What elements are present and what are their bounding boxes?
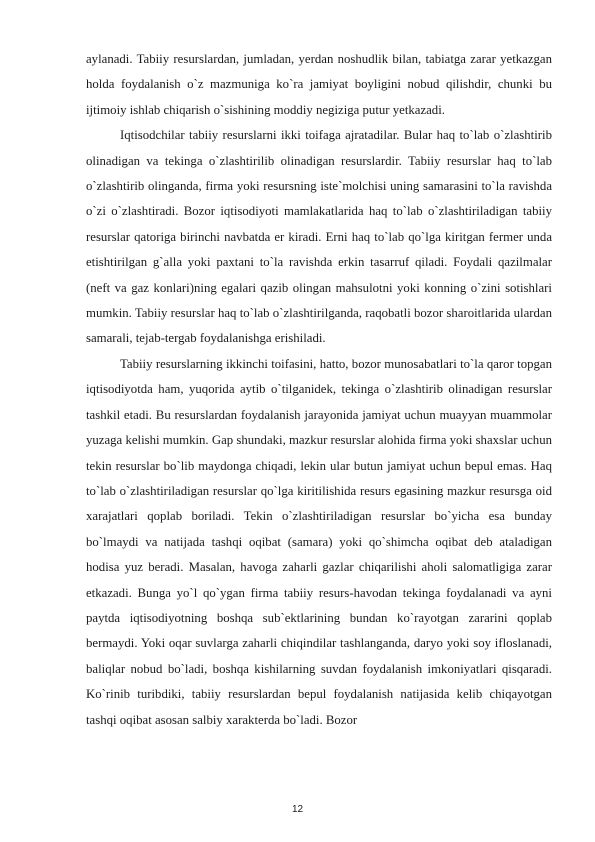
paragraph-continuation: aylanadi. Tabiiy resurslardan, jumladan, yerdan noshudlik bilan, tabiatga zarar yetkazgan holda foydalanish o`z mazmuniga ko`ra jamiyat boyligini nobud qilishdir, chunki bu ijtimoiy ishlab chiqarish o`sishining moddiy negiziga putur yetkazadi. — [86, 52, 552, 117]
page-number: 12 — [291, 804, 304, 815]
paragraph-free-resources: Tabiiy resurslarning ikkinchi toifasini, hatto, bozor munosabatlari to`la qaror topgan iqtisodiyotda ham, yuqorida aytib o`tilganidek, tekinga o`zlashtirib olinadigan resurslar tashkil etadi. Bu resurslardan foydalanish jarayonida jamiyat uchun muayyan muammolar yuzaga kelishi mumkin. Gap shundaki, mazkur resurslar alohida firma yoki shaxslar uchun tekin resurslar bo`lib maydonga chiqadi, lekin ular butun jamiyat uchun bepul emas. Haq to`lab o`zlashtiriladigan resurslar qo`lga kiritilishida resurs egasining mazkur resursga oid xarajatlari qoplab boriladi. Tekin o`zlashtiriladigan resurslar bo`yicha esa bunday bo`lmaydi va natijada tashqi oqibat (samara) yoki qo`shimcha oqibat deb ataladigan hodisa yuz beradi. Masalan, havoga zaharli gazlar chiqarilishi aholi salomatligiga zarar etkazadi. Bunga yo`l qo`ygan firma tabiiy resurs-havodan tekinga foydalanadi va ayni paytda iqtisodiyotning boshqa sub`ektlarining bundan ko`rayotgan zararini qoplab bermaydi. Yoki oqar suvlarga zaharli chiqindilar tashlanganda, daryo yoki soy ifloslanadi, baliqlar nobud bo`ladi, boshqa kishilarning suvdan foydalanish imkoniyatlari qisqaradi. Ko`rinib turibdiki, tabiiy resurslardan bepul foydalanish natijasida kelib chiqayotgan tashqi oqibat asosan salbiy xarakterda bo`ladi. Bozor — [86, 356, 552, 727]
document-body — [86, 47, 552, 733]
paragraph-resource-categories: Iqtisodchilar tabiiy resurslarni ikki toifaga ajratadilar. Bular haq to`lab o`zlashtirib olinadigan va tekinga o`zlashtirilib olinadigan resurslardir. Tabiiy resurslar haq to`lab o`zlashtirib olinganda, firma yoki resursning iste`molchisi uning samarasini to`la ravishda o`zi o`zlashtiradi. Bozor iqtisodiyoti mamlakatlarida haq to`lab o`zlashtiriladigan tabiiy resurslar qatoriga birinchi navbatda er kiradi. Erni haq to`lab qo`lga kiritgan fermer unda etishtirilgan g`alla yoki paxtani to`la ravishda erkin tasarruf qiladi. Foydali qazilmalar (neft va gaz konlari)ning egalari qazib olingan mahsulotni yoki konning o`zini sotishlari mumkin. Tabiiy resurslar haq to`lab o`zlashtirilganda, raqobatli bozor sharoitlarida ulardan samarali, tejab-tergab foydalanishga erishiladi. — [86, 128, 552, 346]
